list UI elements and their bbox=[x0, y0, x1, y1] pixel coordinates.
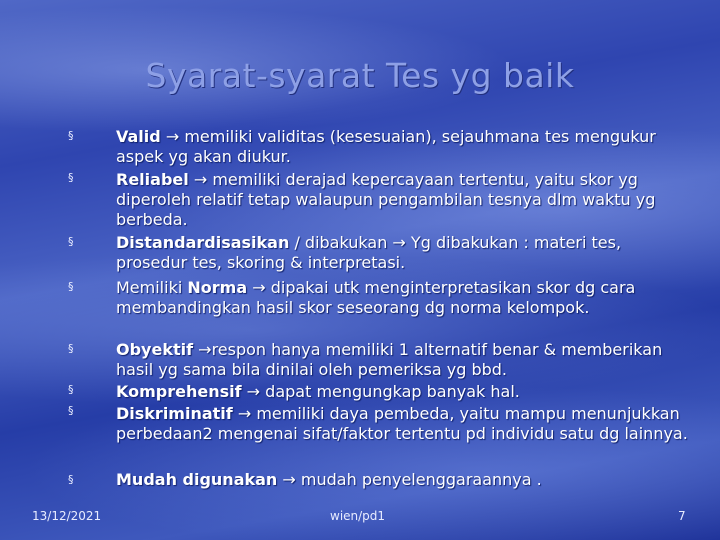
bullet-icon: § bbox=[68, 342, 74, 355]
bullet-icon: § bbox=[68, 473, 74, 486]
arrow-icon: → bbox=[237, 404, 252, 423]
arrow-icon: → bbox=[282, 470, 296, 489]
list-item-diskriminatif bbox=[116, 404, 696, 444]
item-term: Norma bbox=[187, 278, 248, 297]
item-term: Distandardisasikan bbox=[116, 233, 290, 252]
item-prefix: Memiliki bbox=[116, 278, 188, 297]
list-item-obyektif bbox=[116, 340, 696, 380]
arrow-icon: → bbox=[392, 233, 406, 252]
arrow-icon: → bbox=[165, 127, 180, 146]
item-mid-text: / dibakukan bbox=[289, 233, 393, 252]
item-text: memiliki validitas (kesesuaian), sejauhmana tes mengukur aspek yg akan diukur. bbox=[116, 127, 656, 166]
bullet-icon: § bbox=[68, 383, 74, 396]
bullet-icon: § bbox=[68, 235, 74, 248]
item-term: Komprehensif bbox=[116, 382, 242, 401]
item-text: dapat mengungkap banyak hal. bbox=[265, 382, 520, 401]
item-term: Diskriminatif bbox=[116, 404, 233, 423]
item-text: Yg dibakukan : materi tes, prosedur tes, skoring & interpretasi. bbox=[116, 233, 622, 272]
bullet-icon: § bbox=[68, 280, 74, 293]
item-text: memiliki derajad kepercayaan tertentu, yaitu skor yg diperoleh relatif tetap walaupun pengambilan tesnya dlm waktu yg berbeda. bbox=[116, 170, 656, 229]
item-term: Reliabel bbox=[116, 170, 189, 189]
list-item-komprehensif bbox=[116, 382, 696, 402]
page-number: 7 bbox=[678, 509, 686, 523]
list-item-norma bbox=[116, 278, 696, 318]
item-text: respon hanya memiliki 1 alternatif benar & memberikan hasil yg sama bila dinilai oleh pemeriksa yg bbd. bbox=[116, 340, 663, 379]
bullet-icon: § bbox=[68, 404, 74, 417]
list-item-valid bbox=[116, 127, 696, 167]
arrow-icon: → bbox=[198, 340, 212, 359]
bullet-icon: § bbox=[68, 129, 74, 142]
arrow-icon: → bbox=[193, 170, 208, 189]
item-text: dipakai utk menginterpretasikan skor dg cara membandingkan hasil skor seseorang dg norma kelompok. bbox=[116, 278, 636, 317]
item-text: memiliki daya pembeda, yaitu mampu menunjukkan perbedaan2 mengenai sifat/faktor tertentu pd individu satu dg lainnya. bbox=[116, 404, 688, 443]
list-item-reliabel bbox=[116, 170, 696, 230]
list-item-mudah-digunakan bbox=[116, 470, 696, 490]
arrow-icon: → bbox=[246, 382, 261, 401]
item-term: Mudah digunakan bbox=[116, 470, 278, 489]
item-term: Valid bbox=[116, 127, 161, 146]
footer-date: 13/12/2021 bbox=[32, 509, 102, 523]
list-item-distandardisasikan bbox=[116, 233, 696, 273]
item-term: Obyektif bbox=[116, 340, 194, 359]
item-text: mudah penyelenggaraannya . bbox=[300, 470, 542, 489]
footer-author: wien/pd1 bbox=[330, 509, 386, 523]
arrow-icon: → bbox=[252, 278, 266, 297]
bullet-icon: § bbox=[68, 171, 74, 184]
slide-title: Syarat-syarat Tes yg baik bbox=[145, 56, 575, 95]
